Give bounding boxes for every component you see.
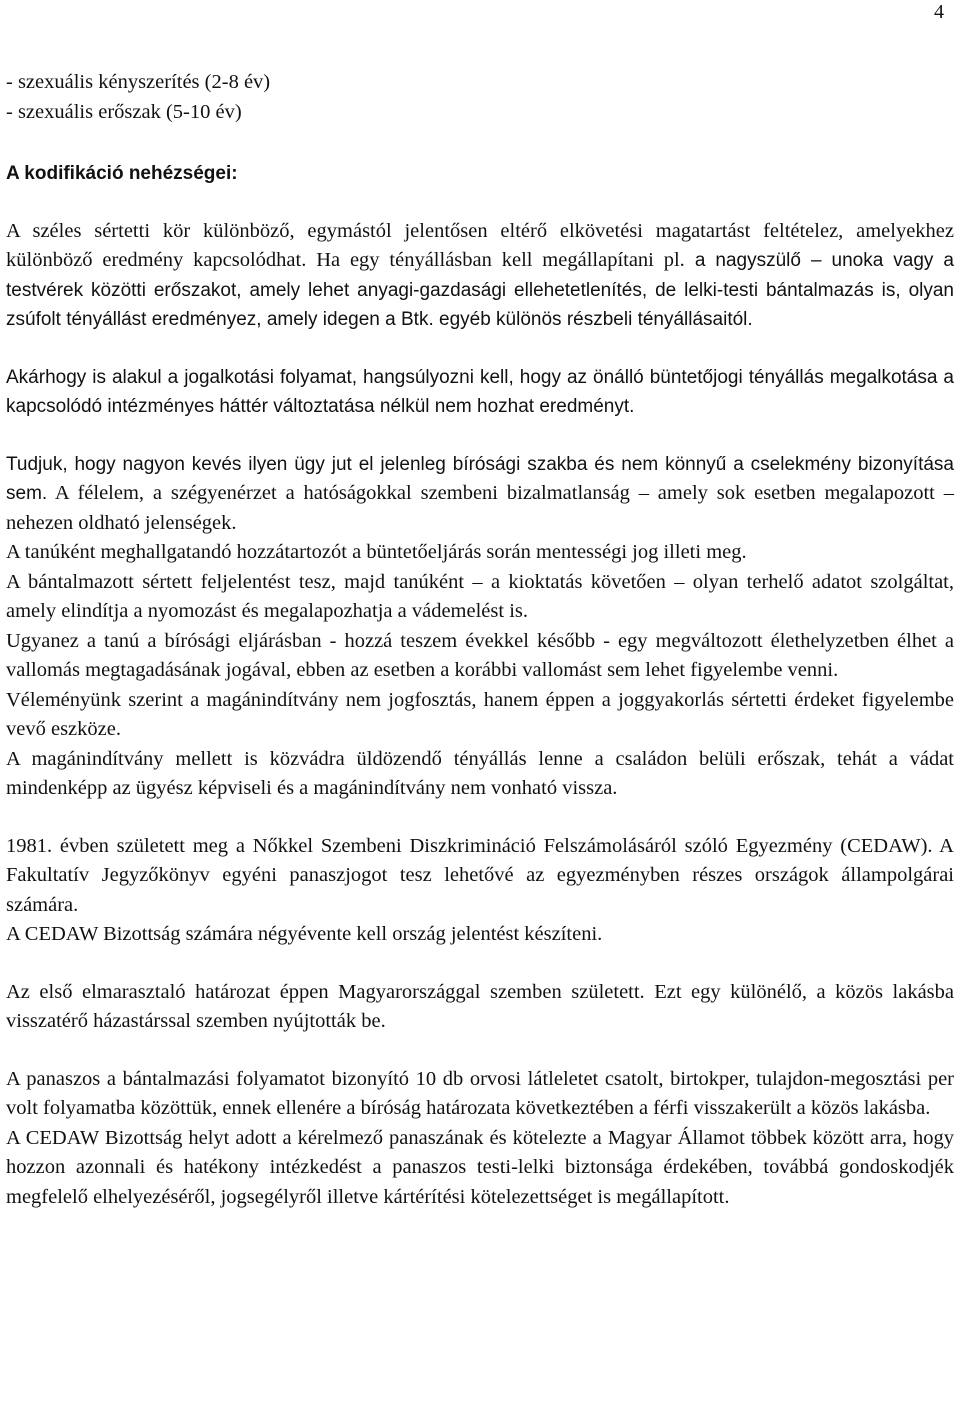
paragraph: [6, 450, 954, 539]
paragraph: A magánindítvány mellett is közvádra üldözendő tényállás lenne a családon belüli erőszak, tehát a vádat mindenképp az ügyész képviseli és a magánindítvány nem vonható vissza.: [6, 747, 954, 799]
paragraph: Ugyanez a tanú a bírósági eljárásban - hozzá teszem évekkel később - egy megváltozott élethelyzetben élhet a vallomás megtagadásának jogával, ebben az esetben a korábbi vallomást sem lehet figyelembe venni.: [6, 629, 954, 681]
paragraph: A panaszos a bántalmazási folyamatot bizonyító 10 db orvosi látleletet csatolt, birtokper, tulajdon-megosztási per volt folyamatba közöttük, ennek ellenére a bíróság határozata következtében a férfi visszakerült a közös lakásba.: [6, 1067, 954, 1119]
paragraph: A CEDAW Bizottság helyt adott a kérelmező panaszának és kötelezte a Magyar Államot többek között arra, hogy hozzon azonnali és hatékony intézkedést a panaszos testi-lelki biztonsága érdekében, továbbá gondoskodjék megfelelő elhelyezéséről, jogsegélyről illetve kártérítési kötelezettséget is megállapított.: [6, 1126, 954, 1208]
spacer: [6, 422, 954, 450]
spacer: [6, 189, 954, 217]
section-heading: A kodifikáció nehézségei:: [6, 163, 238, 184]
paragraph-text-sans: a nagyszülő – unoka vagy a testvérek közötti erőszakot, amely lehet anyagi-gazdasági ellehetetlenítés, de lelki-testi bántalmazás is, olyan zsúfolt tényállást eredményez, amely idegen a Btk. egyéb különös részbeli tényállásaitól.: [6, 250, 954, 330]
paragraph: Akárhogy is alakul a jogalkotási folyamat, hangsúlyozni kell, hogy az önálló büntetőjogi tényállás megalkotása a kapcsolódó intézményes háttér változtatása nélkül nem hozhat eredményt.: [6, 366, 954, 417]
paragraph-text: A széles sértetti kör különböző, egymástól jelentősen eltérő elkövetési magatartást feltételez, amelyekhez különböző eredmény kapcsolódhat. Ha egy tényállásban kell megállapítani pl.: [6, 219, 954, 271]
spacer: [6, 335, 954, 363]
paragraph: [6, 217, 954, 335]
list-item: - szexuális erőszak (5-10 év): [6, 100, 242, 123]
spacer: [6, 804, 954, 832]
paragraph: Véleményünk szerint a magánindítvány nem jogfosztás, hanem éppen a joggyakorlás sértetti érdeket figyelembe vevő eszköze.: [6, 688, 954, 740]
document-body: [6, 68, 954, 1212]
spacer: [6, 127, 954, 159]
paragraph: A CEDAW Bizottság számára négyévente kell ország jelentést készíteni.: [6, 923, 603, 945]
paragraph: Az első elmarasztaló határozat éppen Magyarországgal szemben született. Ezt egy különélő, a közös lakásba visszatérő házastárssal szemben nyújtották be.: [6, 980, 954, 1032]
spacer: [6, 950, 954, 978]
paragraph-text-sans: Tudjuk, hogy nagyon kevés ilyen ügy jut el jelenleg bírósági szakba és nem könnyű a cselekmény bizonyítása sem.: [6, 453, 954, 504]
paragraph: A bántalmazott sértett feljelentést tesz, majd tanúként – a kioktatás követően – olyan terhelő adatot szolgáltat, amely elindítja a nyomozást és megalapozhatja a vádemelést is.: [6, 570, 954, 622]
paragraph: A tanúként meghallgatandó hozzátartozót a büntetőeljárás során mentességi jog illeti meg.: [6, 541, 747, 563]
paragraph-text: A félelem, a szégyenérzet a hatóságokkal szembeni bizalmatlanság – amely sok esetben megalapozott – nehezen oldható jelenségek.: [6, 482, 954, 534]
paragraph: 1981. évben született meg a Nőkkel Szembeni Diszkrimináció Felszámolásáról szóló Egyezmény (CEDAW). A Fakultatív Jegyzőkönyv egyéni panaszjogot tesz lehetővé az egyezményben részes országok állampolgárai számára.: [6, 834, 954, 916]
page-number: 4: [934, 1, 944, 23]
spacer: [6, 1037, 954, 1065]
list-item: - szexuális kényszerítés (2-8 év): [6, 71, 271, 93]
